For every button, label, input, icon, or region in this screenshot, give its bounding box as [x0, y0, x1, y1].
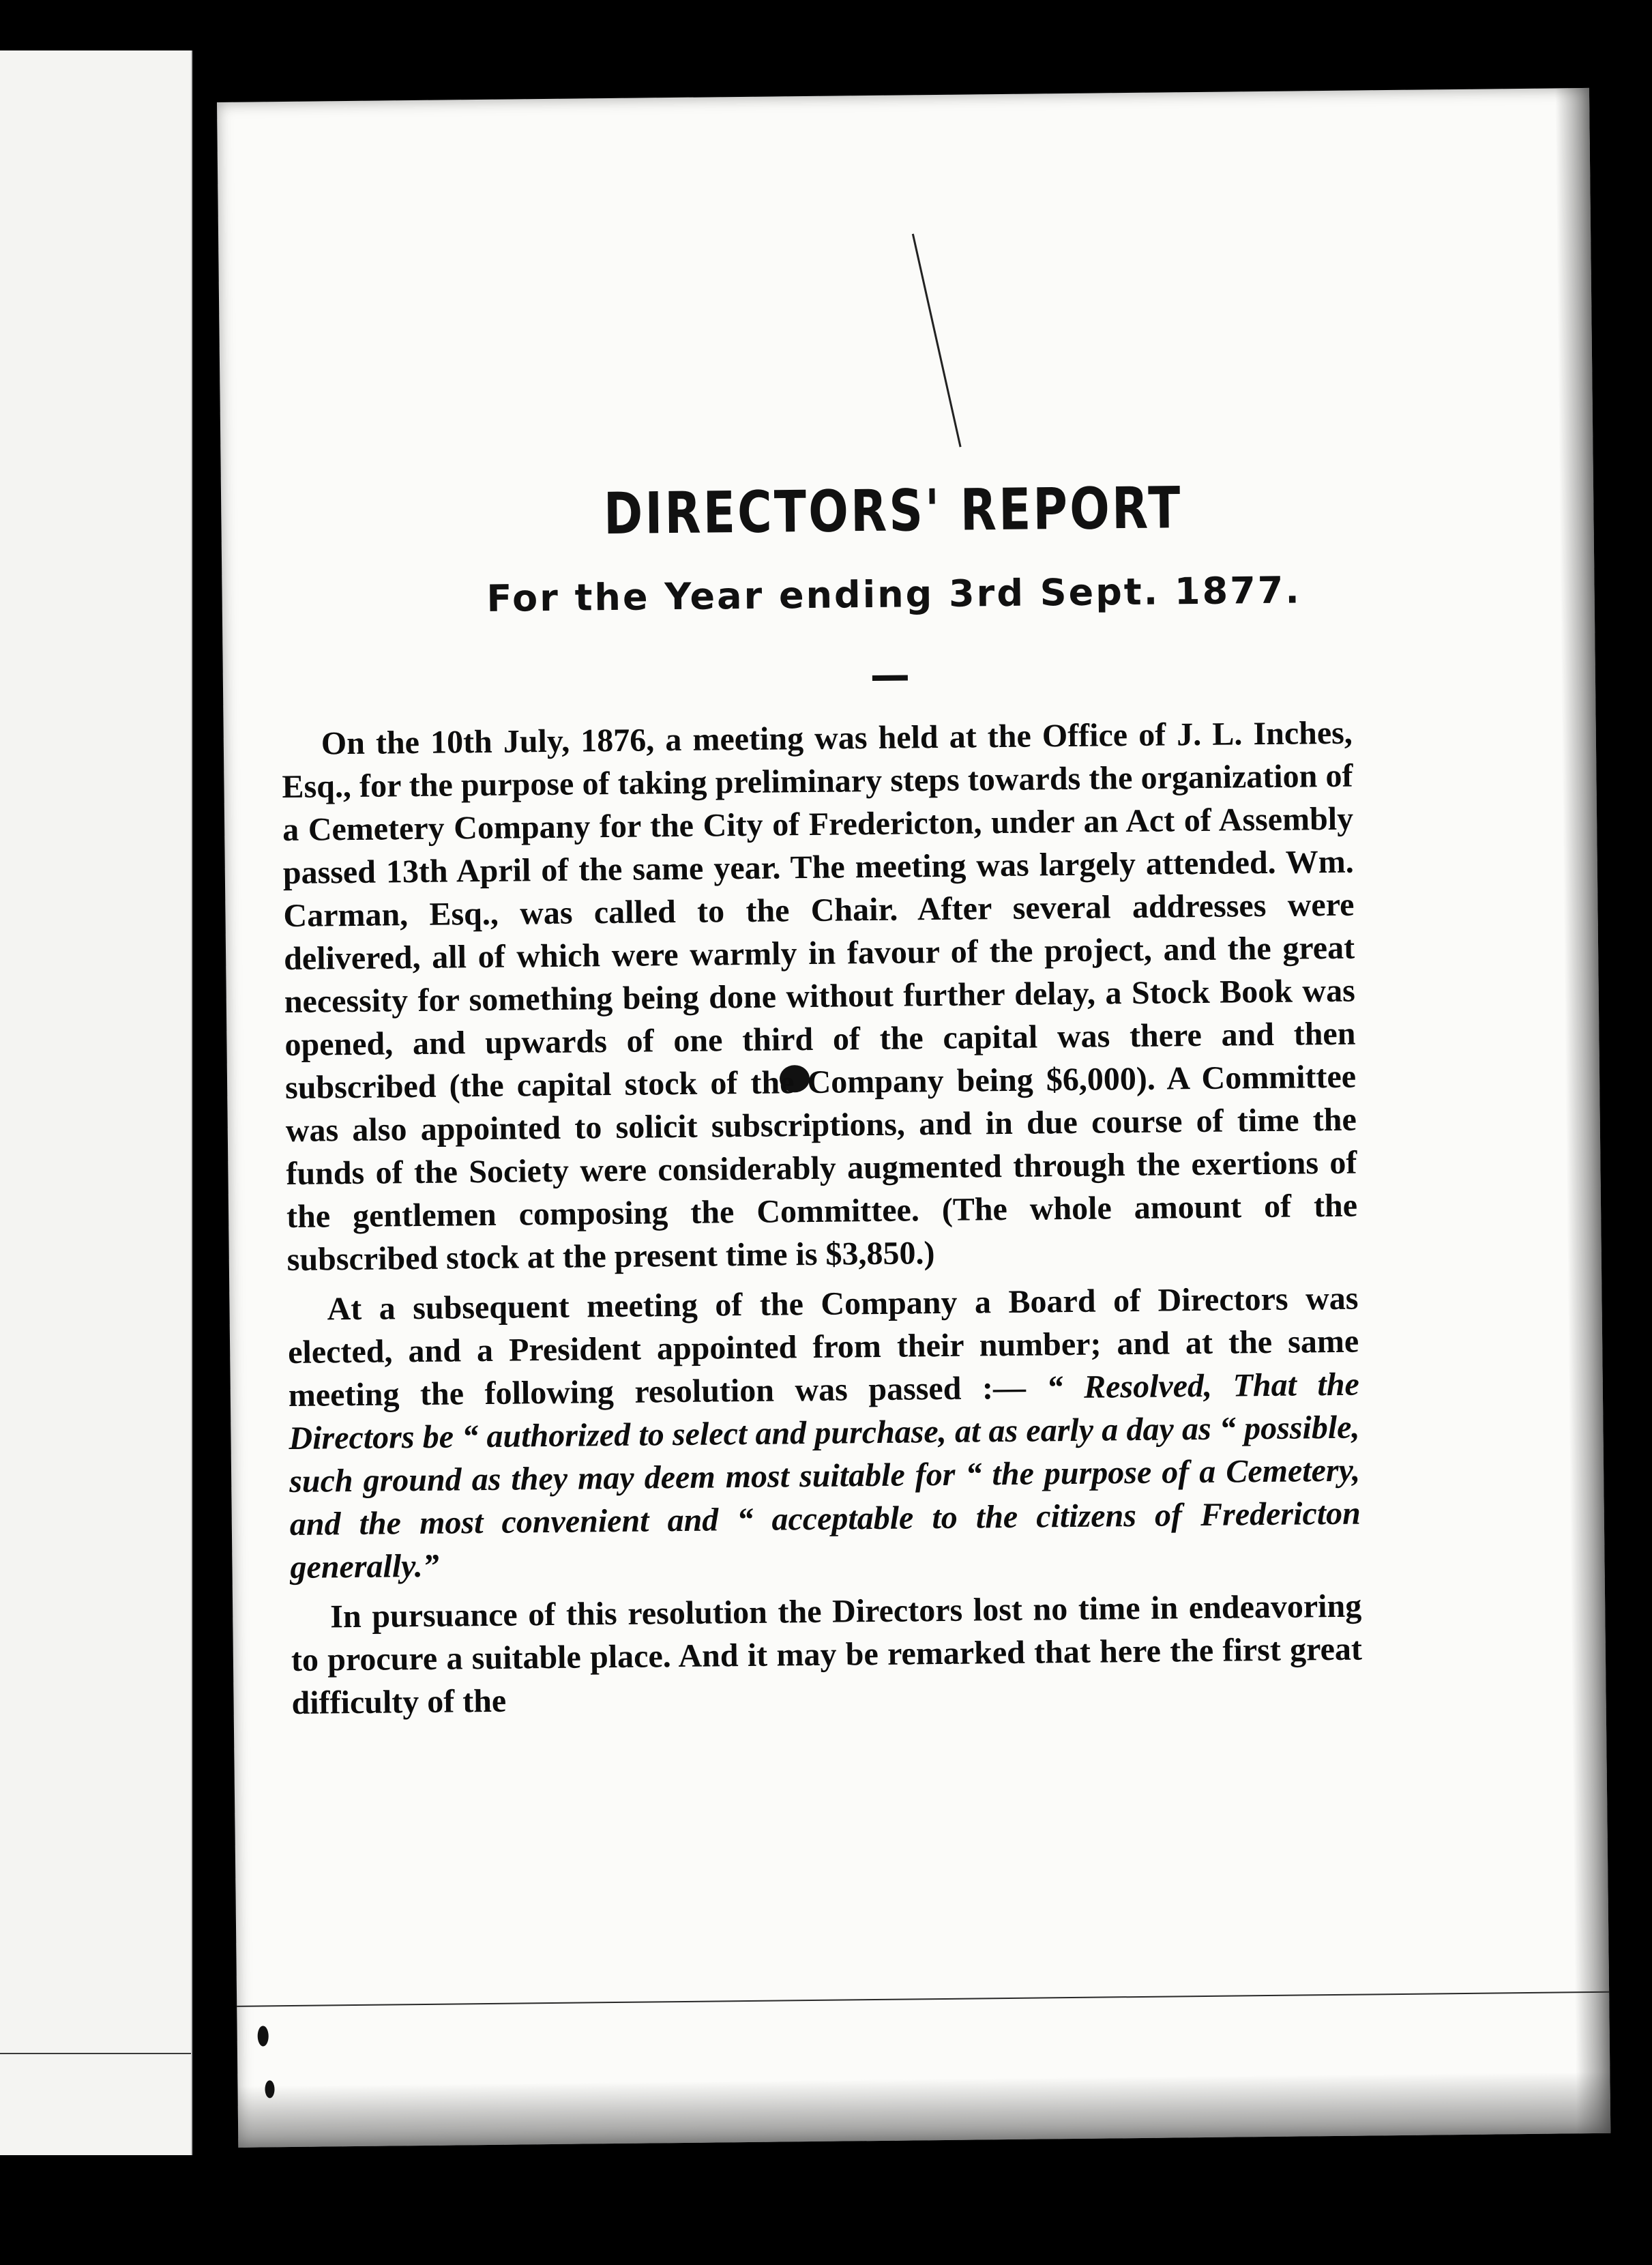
paragraph-meeting-1876: On the 10th July, 1876, a meeting was held at the Office of J. L. Inches, Esq., for the purpose of taking preliminary steps towards the organization of a Cemetery Company for the City of Fredericton, under an Act of Assembly passed 13th April of the same year. The meeting was largely attended. Wm. Carman, Esq., was called to the Chair. After several addresses were delivered, all of which were warmly in favour of the project, and the great necessity for something being done without further delay, a Stock Book was opened, and upwards of one third of the capital was there and then subscribed (the capital stock of the Company being $6,000). A Committee was also appointed to solicit subscriptions, and in due course of time the funds of the Society were considerably augmented through the exertions of the gentlemen composing the Committee. (The whole amount of the subscribed stock at the present time is $3,850.): [282, 714, 1358, 1278]
title-separator: [872, 675, 908, 681]
scan-scratch: [912, 233, 962, 447]
scan-speck: [265, 2080, 274, 2098]
adjacent-page-rule: [0, 2053, 191, 2054]
report-body: [282, 712, 1363, 1731]
report-subtitle: For the Year ending 3rd Sept. 1877.: [486, 568, 1302, 620]
page-bottom-rule: [237, 1991, 1609, 2007]
page-edge-shadow: [1555, 88, 1610, 2133]
document-page: [217, 88, 1610, 2148]
paragraph-subsequent-meeting: [287, 1277, 1361, 1589]
paragraph-resolution-intro: At a subsequent meeting of the Company a Board of Directors was elected, and a President appointed from their number; and at the same meeting the following resolution was passed :—: [287, 1280, 1359, 1414]
resolution-quote: “ Resolved, That the Directors be “ authorized to select and purchase, at as early a day as “ possible, such ground as they may deem most suitable for “ the purpose of a Cemetery, and the most convenient and “ acceptable to the citizens of Fredericton generally.”: [289, 1366, 1361, 1586]
page-bottom-shadow: [237, 2072, 1610, 2148]
adjacent-page-edge: [0, 50, 192, 2155]
report-title: DIRECTORS' REPORT: [603, 474, 1183, 548]
document-content: [244, 89, 1533, 1721]
paragraph-pursuance: In pursuance of this resolution the Directors lost no time in endeavoring to procure a suitable place. And it may be remarked that here the first great difficulty of the: [291, 1588, 1363, 1721]
scan-speck: [258, 2026, 269, 2046]
